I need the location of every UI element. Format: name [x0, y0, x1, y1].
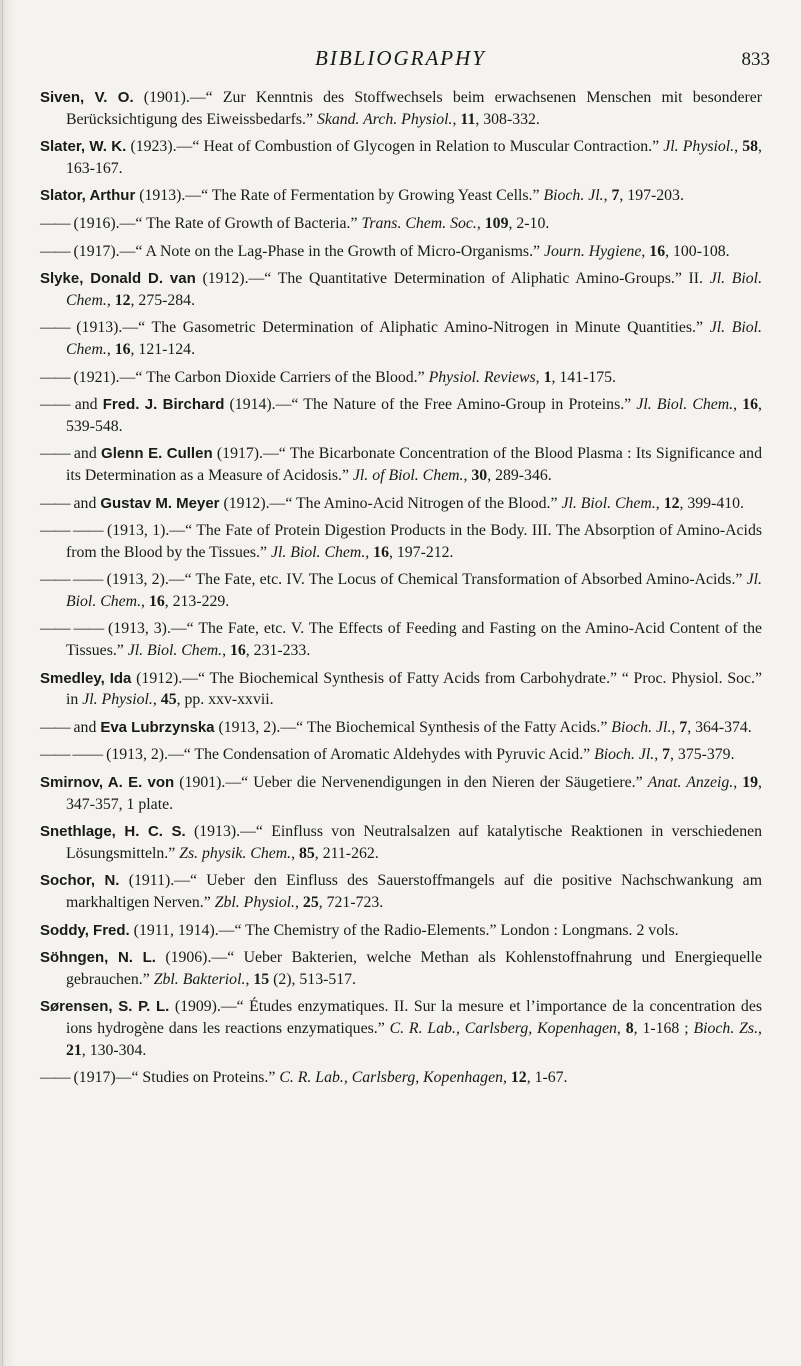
bibliography-entry: [40, 520, 762, 563]
entry-journal: Zs. physik. Chem.: [179, 844, 292, 862]
entry-journal: C. R. Lab., Carlsberg, Kopenhagen: [279, 1069, 503, 1087]
ditto-dash: ——: [40, 242, 70, 260]
entry-separator: ,: [641, 242, 650, 260]
entry-volume: 25: [302, 894, 319, 911]
ditto-dash: ——: [40, 445, 70, 463]
entry-author: Soddy, Fred.: [40, 921, 130, 939]
page-binding-edge: [0, 0, 16, 1366]
entry-author: Siven, V. O.: [40, 89, 134, 106]
conjunction: and: [69, 396, 103, 414]
entry-volume: 12: [510, 1069, 527, 1087]
entry-separator: ,: [463, 466, 472, 484]
entry-author: Eva Lubrzynska: [100, 718, 215, 736]
bibliography-entry: [40, 947, 762, 990]
entry-journal: Bioch. Jl.: [611, 718, 672, 736]
entry-author: Gustav M. Meyer: [100, 494, 220, 512]
entry-separator: ,: [452, 110, 461, 128]
entry-journal: Jl. Biol. Chem.: [270, 543, 366, 561]
bibliography-entry: [40, 493, 762, 515]
entry-pages: , 347-357, 1 plate.: [66, 774, 762, 813]
bibliography-list: [40, 87, 762, 1095]
entry-separator: ,: [733, 396, 743, 414]
entry-pages: (2), 513-517.: [269, 970, 357, 988]
entry-title: (1913, 1).—“ The Fate of Protein Digestion Products in the Body. III. The Absorption of Amino-Acids from the Blood by the Tissues.”: [66, 522, 762, 561]
entry-separator: ,: [141, 592, 149, 610]
entry-journal: Jl. Physiol.: [663, 138, 735, 156]
entry-pages: , 721-723.: [318, 894, 384, 911]
ditto-dash: —— ——: [40, 522, 103, 540]
entry-author: Snethlage, H. C. S.: [40, 823, 186, 841]
entry-pages: , 213-229.: [164, 592, 230, 610]
entry-pages: , 197-203.: [619, 187, 684, 205]
entry-journal: Skand. Arch. Physiol.: [316, 110, 453, 128]
entry-author: Söhngen, N. L.: [40, 949, 156, 967]
entry-journal: C. R. Lab., Carlsberg, Kopenhagen: [389, 1019, 617, 1037]
entry-volume: 21: [66, 1041, 82, 1059]
entry-author: Sørensen, S. P. L.: [40, 998, 170, 1016]
entry-author: Smirnov, A. E. von: [40, 774, 175, 792]
entry-separator: ,: [654, 746, 663, 764]
ditto-dash: ——: [40, 718, 70, 736]
ditto-dash: ——: [40, 396, 70, 414]
entry-title: (1901).—“ Zur Kenntnis des Stoffwechsels beim erwachsenen Menschen mit besonderer Berücksichtigung des Eiweissbedarfs.”: [66, 89, 762, 128]
entry-volume: 16: [148, 592, 165, 610]
entry-journal: Bioch. Zs.: [693, 1019, 759, 1037]
entry-author: Fred. J. Birchard: [102, 396, 225, 414]
entry-pages: , 399-410.: [679, 494, 744, 512]
entry-title: (1917).—“ The Bicarbonate Concentration of the Blood Plasma : Its Significance and its Determination as a Measure of Acidosis.”: [66, 445, 762, 484]
entry-pages: , 1-168 ;: [633, 1019, 694, 1037]
entry-separator: ,: [365, 543, 374, 561]
entry-title: (1916).—“ The Rate of Growth of Bacteria.”: [69, 214, 362, 232]
entry-title: (1913, 2).—“ The Fate, etc. IV. The Locus of Chemical Transformation of Absorbed Amino-Acids.”: [102, 571, 747, 589]
entry-volume: 85: [299, 844, 315, 862]
bibliography-entry: [40, 136, 762, 179]
entry-journal: Physiol. Reviews: [428, 368, 536, 386]
entry-title: (1901).—“ Ueber die Nervenendigungen in den Nieren der Säugetiere.”: [174, 774, 648, 792]
ditto-dash: ——: [40, 214, 70, 232]
bibliography-entry: [40, 618, 762, 661]
entry-pages: , 231-233.: [245, 642, 311, 660]
entry-journal: Jl. Biol. Chem.: [636, 396, 734, 414]
entry-volume: 7: [662, 746, 671, 764]
entry-pages: , 364-374.: [687, 718, 752, 736]
entry-separator: ,: [535, 368, 544, 386]
entry-pages: , 211-262.: [314, 844, 379, 862]
entry-pages: , 141-175.: [551, 368, 616, 386]
entry-journal: Bioch. Jl.: [543, 187, 604, 205]
ditto-dash: —— ——: [40, 571, 103, 589]
entry-volume: 16: [114, 340, 131, 358]
entry-journal: Jl. Biol. Chem.: [66, 319, 763, 358]
entry-separator: ,: [152, 691, 161, 709]
entry-journal: Jl. Biol. Chem.: [561, 494, 656, 512]
entry-journal: Jl. Physiol.: [82, 691, 153, 709]
bibliography-entry: [40, 920, 762, 942]
entry-pages: , 289-346.: [487, 466, 552, 484]
bibliography-entry: [40, 185, 762, 207]
bibliography-entry: [40, 744, 762, 766]
entry-title: (1913).—“ The Rate of Fermentation by Growing Yeast Cells.”: [135, 187, 544, 205]
entry-author: Slater, W. K.: [40, 138, 127, 156]
entry-title: (1913).—“ The Gasometric Determination of Aliphatic Amino-Nitrogen in Minute Quantities.”: [69, 319, 710, 337]
entry-title: (1917).—“ A Note on the Lag-Phase in the Growth of Micro-Organisms.”: [69, 242, 544, 260]
entry-separator: ,: [758, 1019, 762, 1037]
bibliography-entry: [40, 87, 762, 130]
entry-separator: ,: [734, 138, 743, 156]
entry-pages: , 197-212.: [388, 543, 454, 561]
entry-volume: 45: [160, 691, 177, 709]
bibliography-entry: [40, 870, 762, 913]
conjunction: and: [69, 494, 101, 512]
entry-title: (1912).—“ The Biochemical Synthesis of Fatty Acids from Carbohydrate.” “ Proc. Physiol. Soc.” in: [66, 669, 762, 709]
entry-title: (1921).—“ The Carbon Dioxide Carriers of the Blood.”: [69, 368, 429, 386]
entry-pages: , 100-108.: [665, 242, 730, 260]
entry-journal: Bioch. Jl.: [594, 746, 655, 764]
entry-journal: Journ. Hygiene: [544, 242, 642, 260]
ditto-dash: ——: [40, 1069, 70, 1087]
entry-pages: , 275-284.: [130, 291, 196, 309]
entry-separator: ,: [671, 718, 680, 736]
entry-pages: , pp. xxv-xxvii.: [176, 691, 274, 709]
entry-title: (1906).—“ Ueber Bakterien, welche Methan als Kohlenstoffnahrung und Energiequelle gebrauchen.”: [66, 949, 762, 988]
entry-title: (1911).—“ Ueber den Einfluss des Sauerstoffmangels auf die positive Nachschwankung am markhaltigen Nerven.”: [66, 872, 762, 911]
bibliography-entry: [40, 569, 762, 612]
conjunction: and: [69, 445, 102, 463]
entry-title: (1912).—“ The Amino-Acid Nitrogen of the Blood.”: [219, 494, 562, 512]
entry-title: (1914).—“ The Nature of the Free Amino-Group in Proteins.”: [224, 396, 637, 414]
bibliography-entry: [40, 317, 762, 360]
bibliography-entry: [40, 821, 762, 864]
entry-separator: ,: [733, 774, 743, 792]
entry-volume: 12: [663, 494, 680, 512]
entry-pages: , 1-67.: [526, 1069, 568, 1087]
entry-journal: Jl. of Biol. Chem.: [352, 466, 464, 484]
entry-separator: ,: [616, 1019, 626, 1037]
page-header: [0, 46, 801, 76]
entry-volume: 15: [253, 970, 270, 988]
entry-volume: 109: [484, 214, 509, 232]
entry-separator: ,: [106, 291, 115, 309]
entry-journal: Jl. Biol. Chem.: [127, 642, 223, 660]
entry-title: (1913).—“ Einfluss von Neutralsalzen auf katalytische Reaktionen in verschiedenen Lösungsmitteln.”: [66, 823, 762, 862]
bibliography-entry: [40, 772, 762, 815]
entry-volume: 58: [742, 138, 759, 156]
entry-separator: ,: [502, 1069, 511, 1087]
entry-pages: , 539-548.: [66, 396, 762, 435]
bibliography-entry: [40, 367, 762, 389]
entry-title: (1923).—“ Heat of Combustion of Glycogen in Relation to Muscular Contraction.”: [126, 138, 664, 156]
entry-pages: , 375-379.: [670, 746, 735, 764]
entry-title: (1911, 1914).—“ The Chemistry of the Radio-Elements.” London : Longmans. 2 vols.: [129, 921, 679, 939]
running-title: BIBLIOGRAPHY: [315, 46, 486, 70]
entry-separator: ,: [655, 494, 664, 512]
bibliography-entry: [40, 668, 762, 711]
bibliography-entry: [40, 996, 762, 1061]
entry-title: (1909).—“ Études enzymatiques. II. Sur la mesure et l’importance de la concentration des ions hydrogène dans les reactions enzymatiques.”: [66, 998, 762, 1037]
entry-volume: 1: [543, 368, 552, 386]
entry-separator: ,: [291, 844, 299, 862]
entry-author: Glenn E. Cullen: [101, 445, 213, 463]
page-number: 833: [741, 49, 770, 70]
conjunction: and: [69, 718, 101, 736]
bibliography-entry: [40, 213, 762, 235]
entry-separator: ,: [295, 894, 303, 911]
entry-volume: 7: [679, 718, 688, 736]
entry-volume: 16: [373, 543, 389, 561]
ditto-dash: ——: [40, 368, 70, 386]
entry-title: (1913, 2).—“ The Biochemical Synthesis of the Fatty Acids.”: [214, 718, 612, 736]
entry-journal: Anat. Anzeig.: [647, 774, 734, 792]
entry-separator: ,: [476, 214, 485, 232]
entry-separator: ,: [245, 970, 254, 988]
entry-title: (1913, 3).—“ The Fate, etc. V. The Effects of Feeding and Fasting on the Amino-Acid Content of the Tissues.”: [66, 620, 762, 660]
entry-journal: Jl. Biol. Chem.: [66, 571, 763, 610]
entry-author: Slator, Arthur: [40, 187, 136, 205]
entry-separator: ,: [603, 187, 612, 205]
entry-volume: 16: [649, 242, 666, 260]
bibliography-entry: [40, 443, 762, 486]
entry-volume: 8: [625, 1019, 634, 1037]
entry-volume: 11: [460, 110, 476, 128]
entry-journal: Zbl. Bakteriol.: [153, 970, 246, 988]
entry-pages: , 2-10.: [508, 214, 550, 232]
bibliography-entry: [40, 1067, 762, 1089]
bibliography-entry: [40, 268, 762, 311]
entry-separator: ,: [222, 642, 230, 660]
entry-volume: 30: [471, 466, 488, 484]
entry-author: Sochor, N.: [40, 872, 120, 890]
entry-volume: 12: [114, 291, 131, 309]
entry-volume: 16: [229, 642, 246, 660]
entry-author: Smedley, Ida: [40, 669, 132, 687]
entry-author: Slyke, Donald D. van: [40, 270, 196, 288]
bibliography-entry: [40, 241, 762, 263]
bibliography-entry: [40, 394, 762, 437]
entry-volume: 7: [611, 187, 620, 205]
bibliography-entry: [40, 717, 762, 739]
entry-journal: Zbl. Physiol.: [214, 894, 296, 911]
ditto-dash: ——: [40, 319, 70, 337]
entry-journal: Jl. Biol. Chem.: [66, 270, 763, 309]
entry-pages: , 130-304.: [81, 1041, 147, 1059]
entry-separator: ,: [106, 340, 115, 358]
entry-title: (1913, 2).—“ The Condensation of Aromatic Aldehydes with Pyruvic Acid.”: [102, 746, 595, 764]
ditto-dash: ——: [40, 494, 70, 512]
ditto-dash: —— ——: [40, 746, 103, 764]
entry-volume: 16: [742, 396, 759, 414]
ditto-dash: —— ——: [40, 620, 104, 638]
entry-pages: , 163-167.: [66, 138, 762, 177]
entry-journal: Trans. Chem. Soc.: [361, 214, 477, 232]
entry-volume: 19: [742, 774, 759, 792]
entry-title: (1912).—“ The Quantitative Determination of Aliphatic Amino-Groups.” II.: [195, 270, 710, 288]
entry-pages: , 121-124.: [130, 340, 196, 358]
entry-title: (1917)—“ Studies on Proteins.”: [69, 1069, 280, 1087]
entry-pages: , 308-332.: [475, 110, 540, 128]
